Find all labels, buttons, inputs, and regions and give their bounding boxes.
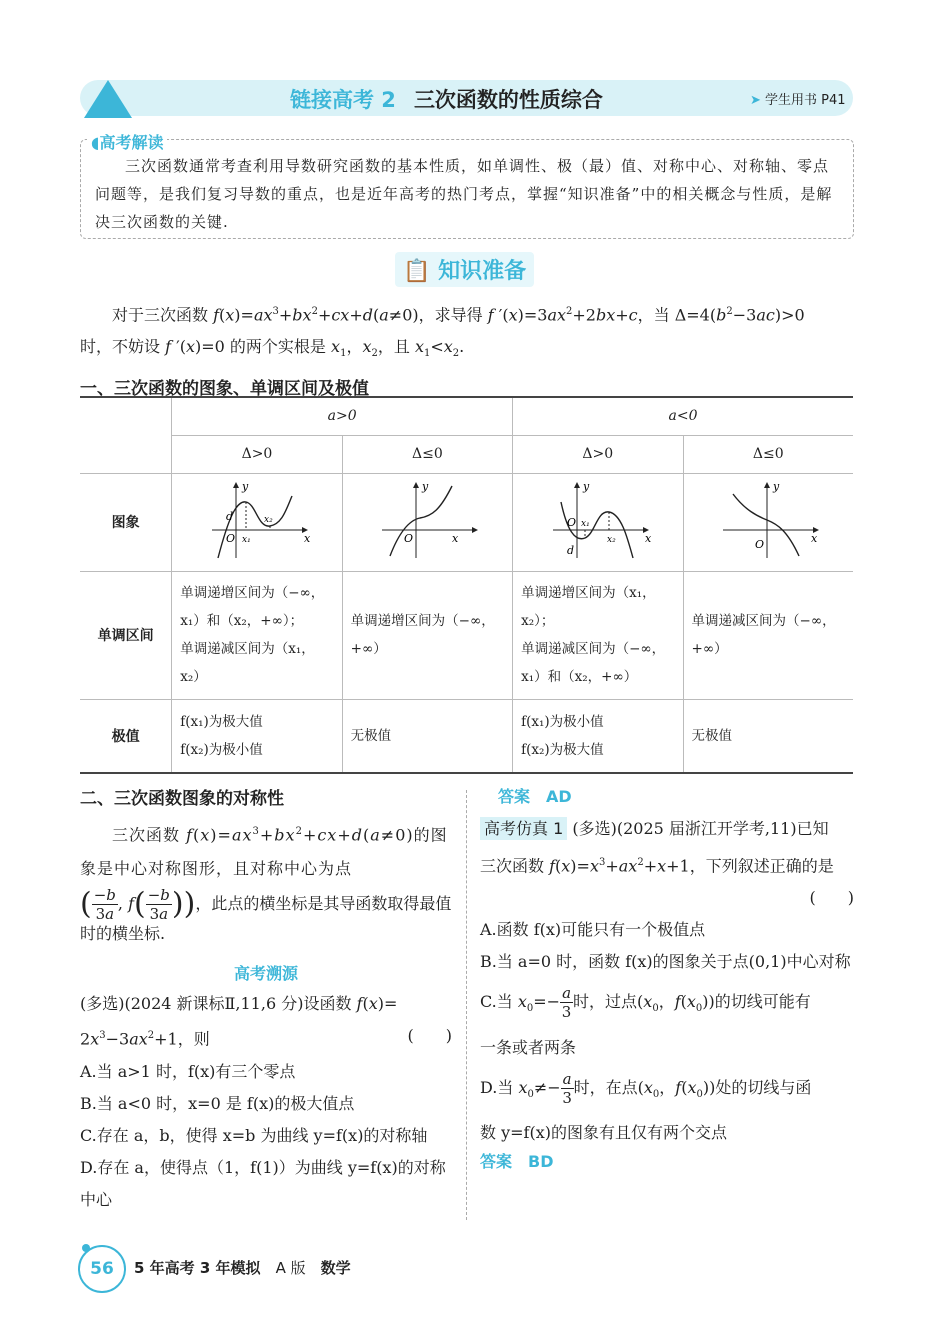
graph-a-pos-d-pos — [172, 473, 342, 571]
graph-a-pos-d-le — [342, 473, 512, 571]
gaokao-text: 三次函数通常考查利用导数研究函数的基本性质，如单调性、极（最）值、对称中心、对称轴、零点问题等，是我们复习导数的重点，也是近年高考的热门考点，掌握“知识准备”中的相关概念与性质，是解决三次函数的关键. — [95, 157, 833, 231]
notebook-icon: 📋 — [403, 259, 431, 284]
svg-text:y: y — [773, 480, 780, 493]
graph-a-neg-d-le — [683, 473, 853, 571]
cubic-table: a>0 a<0 Δ>0 Δ≤0 Δ>0 Δ≤0 图象 y x O d x₁ x₂ y x O y x O d x₁ x₂ y x O 单调区间 单调递增区间为（−∞，x₁）和（x₂，+∞）； 单调递减区间为（x₁，x₂） 单调递增区间为（−∞，+∞） 单调递增区间为（x₁，x₂）； 单调递减区间为（−∞，x₁）和（x₂，+∞） 单调递减区间为（−∞，+∞） 极值 f(x₁)为极大值 f(x₂)为极小值 无极值 f(x₁)为极小值 f(x₂)为极大值 无极值 — [80, 396, 853, 774]
source-title: 高考溯源 — [233, 964, 298, 984]
c-icon: ◖ — [91, 133, 100, 152]
svg-text:O: O — [755, 538, 765, 551]
source-option-b: B.当 a<0 时，x=0 是 f(x)的极大值点 — [80, 1093, 355, 1113]
right-column: 答案 AD 高考仿真 1 (多选)(2025 届浙江开学考,11)已知 三次函数 $f(x)=x^3+ax^2+x+1$，下列叙述正确的是 ( ) A.函数 f(x)可能只有一个极值点 B.当 a=0 时，函数 f(x)的图象关于点(0,1)中心对称 C.当 $x_0=-$ $\frac{a}{3}$ 时，过点($x_0$，$f(x_0)$)的切线可能有 一条或者两条 D.当 $x_0\ne-$ $\frac{a}{3}$ 时，在点($x_0$，$f(x_0)$)处的切线与函 数 y=f(x)的图象有且仅有两个交点 答案 BD — [480, 784, 854, 1172]
svg-text:d: d — [566, 544, 574, 557]
svg-text:y: y — [422, 480, 429, 493]
sim-option-c: C.当 $x_0=-$ $\frac{a}{3}$ 时，过点($x_0$，$f(x_0)$)的切线可能有 — [480, 984, 811, 1022]
svg-text:x₁: x₁ — [580, 519, 590, 529]
left-column: 二、三次函数图象的对称性 三次函数 $f(x)=ax^3+bx^2+cx+d(a\ne 0)$的图象是中心对称图形，且对称中心为点 ( $\frac{-b}{3a}$ , f( $\frac{-b}{3a}$ ))，此点的横坐标是其导函数取得最值时的横坐标. 高考溯源 (多选)(2024 新课标Ⅱ,11,6 分)设函数 f(x)= $2x^3-3ax^2+1$，则 ( ) A.当 a>1 时，f(x)有三个零点 B.当 a<0 时，x=0 是 f(x)的极大值点 C.存在 a，b，使得 x=b 为曲线 y=f(x)的对称轴 D.存在 a，使得点（1，f(1)）为曲线 y=f(x)的对称中心 — [80, 784, 452, 1216]
page-number: 56 — [78, 1245, 126, 1293]
svg-text:O: O — [225, 532, 235, 545]
svg-text:x₂: x₂ — [263, 515, 273, 525]
arrow-right-icon: ➤ — [750, 93, 761, 108]
header-a-neg: a<0 — [513, 397, 853, 435]
svg-text:y: y — [241, 480, 249, 493]
answer-2: 答案 BD — [480, 1151, 554, 1171]
svg-text:x: x — [303, 532, 311, 545]
svg-text:O: O — [566, 516, 576, 529]
gaokao-label: ◖高考解读 — [87, 130, 167, 153]
student-book-ref: ➤ 学生用书 P41 — [750, 93, 846, 108]
svg-text:x: x — [644, 532, 652, 545]
sim-tag: 高考仿真 1 — [480, 817, 567, 840]
svg-text:x: x — [452, 532, 459, 545]
source-option-d: D.存在 a，使得点（1，f(1)）为曲线 y=f(x)的对称中心 — [80, 1157, 446, 1209]
source-option-a: A.当 a>1 时，f(x)有三个零点 — [80, 1061, 296, 1081]
sim-option-a: A.函数 f(x)可能只有一个极值点 — [480, 920, 706, 940]
section2-title: 二、三次函数图象的对称性 — [80, 789, 284, 809]
header-a-pos: a>0 — [172, 397, 513, 435]
chapter-title: 链接高考 2 三次函数的性质综合 — [290, 88, 603, 112]
source-option-c: C.存在 a，b，使得 x=b 为曲线 y=f(x)的对称轴 — [80, 1125, 428, 1145]
column-divider — [466, 790, 467, 1220]
page-dot-icon — [82, 1244, 90, 1252]
sim-option-d: D.当 $x_0\ne-$ $\frac{a}{3}$ 时，在点($x_0$，$f(x_0)$)处的切线与函 — [480, 1069, 812, 1107]
svg-text:x₁: x₁ — [241, 535, 251, 545]
svg-text:x₂: x₂ — [606, 535, 616, 545]
svg-text:d: d — [225, 510, 233, 523]
header-triangle-icon — [80, 78, 136, 120]
footer-book: 5 年高考 3 年模拟 A 版 数学 — [134, 1259, 351, 1277]
graph-a-neg-d-pos — [513, 473, 683, 571]
knowledge-title: 📋 知识准备 — [395, 252, 534, 287]
section1-title: 一、三次函数的图象、单调区间及极值 — [80, 378, 369, 399]
svg-text:O: O — [404, 532, 414, 545]
svg-text:y: y — [582, 480, 590, 493]
svg-text:x: x — [811, 532, 818, 545]
intro-paragraph: 对于三次函数 $f(x)=ax^3+bx^2+cx+d(a\ne 0)$，求导得 f $'(x)=3ax^2+2bx+c$，当 $\Delta=4(b^2-3ac)>0$ 时，不妨设 f ′(x)=0 的两个实根是 $x_1$，$x_2$，且 $x_1<x_2$. 一、三次函数的图象、单调区间及极值 — [80, 296, 855, 405]
answer-1: 答案 AD — [498, 787, 572, 806]
sim-option-b: B.当 a=0 时，函数 f(x)的图象关于点(0,1)中心对称 — [480, 952, 851, 972]
